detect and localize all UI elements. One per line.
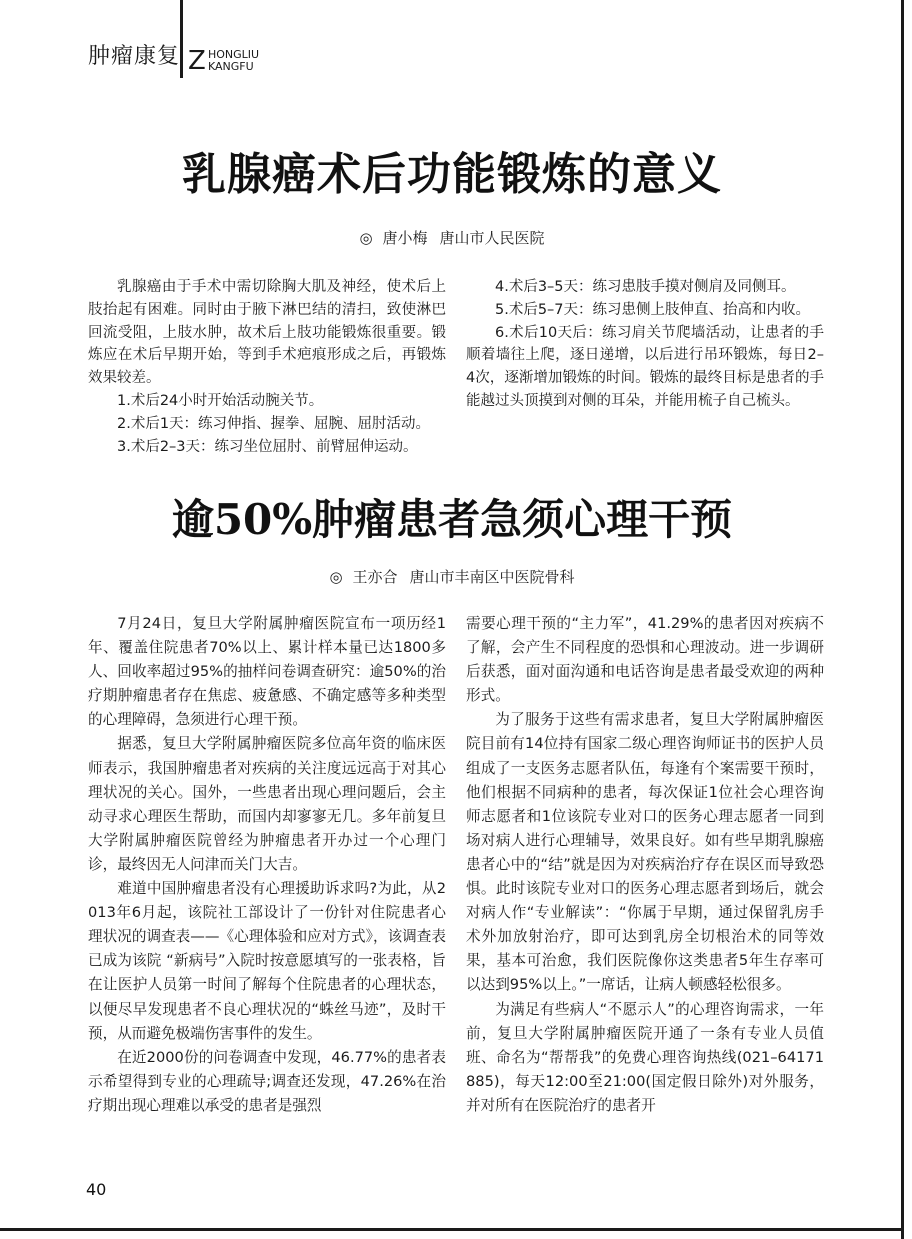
paragraph: 难道中国肿瘤患者没有心理援助诉求吗?为此，从2013年6月起，该院社工部设计了一份针对住院患者心理状况的调查表——《心理体验和应对方式》，该调查表已成为该院 “新病号”入院时按意愿填写的一张表格，旨在让医护人员第一时间了解每个住院患者的心理状态，以便尽早发现患者不良心理状况的“蛛丝马迹”，及时干预，从而避免极端伤害事件的发生。 <box>88 880 446 1042</box>
paragraph: 乳腺癌由于手术中需切除胸大肌及神经，使术后上肢抬起有困难。同时由于腋下淋巴结的清扫，致使淋巴回流受阻，上肢水肿，故术后上肢功能锻炼很重要。锻炼应在术后早期开始，等到手术疤痕形成之后，再锻炼效果较差。 <box>88 279 446 387</box>
page-border-bottom <box>0 1228 904 1231</box>
paragraph: 7月24日，复旦大学附属肿瘤医院宣布一项历经1年、覆盖住院患者70%以上、累计样本量已达1800多人、回收率超过95%的抽样问卷调查研究：逾50%的治疗期肿瘤患者存在焦虑、疲惫感、不确定感等多种类型的心理障碍，急须进行心理干预。 <box>88 615 446 729</box>
section-name: 肿瘤康复 <box>88 44 181 69</box>
article-1-byline <box>0 228 904 248</box>
article-1-right-column <box>466 276 824 413</box>
article-2-affiliation: 唐山市丰南区中医院骨科 <box>409 568 575 586</box>
logo-line-1: HONGLIU <box>208 48 260 61</box>
paragraph: 为了服务于这些有需求患者，复旦大学附属肿瘤医院目前有14位持有国家二级心理咨询师证书的医护人员组成了一支医务志愿者队伍，每逢有个案需要干预时，他们根据不同病种的患者，每次保证1位社会心理咨询师志愿者和1位该院专业对口的医务心理志愿者一同到场对病人进行心理辅导，效果良好。如有些早期乳腺癌患者心中的“结”就是因为对疾病治疗存在误区而导致恐惧。此时该院专业对口的医务心理志愿者到场后，就会对病人作“专业解读”：“你属于早期，通过保留乳房手术外加放射治疗，即可达到乳房全切根治术的同等效果，基本可治愈，我们医院像你这类患者5年生存率可以达到95%以上。”一席话，让病人顿感轻松很多。 <box>466 711 824 994</box>
article-1-title: 乳腺癌术后功能锻炼的意义 <box>182 149 722 200</box>
article-1-affiliation: 唐山市人民医院 <box>439 229 545 247</box>
paragraph: 据悉，复旦大学附属肿瘤医院多位高年资的临床医师表示，我国肿瘤患者对疾病的关注度远远高于对其心理状况的关心。国外，一些患者出现心理问题后，会主动寻求心理医生帮助，而国内却寥寥无几。多年前复旦大学附属肿瘤医院曾经为肿瘤患者开办过一个心理门诊，最终因无人问津而关门大吉。 <box>88 735 446 873</box>
paragraph: 需要心理干预的“主力军”，41.29%的患者因对疾病不了解，会产生不同程度的恐惧和心理波动。进一步调研后获悉，面对面沟通和电话咨询是患者最受欢迎的两种形式。 <box>466 615 824 705</box>
paragraph: 3.术后2–3天：练习坐位屈肘、前臂屈伸运动。 <box>117 438 418 455</box>
page-number: 40 <box>86 1180 107 1199</box>
article-2-right-column <box>466 612 824 1118</box>
paragraph: 4.术后3–5天：练习患肢手摸对侧肩及同侧耳。 <box>495 279 796 295</box>
header-divider <box>180 0 183 78</box>
paragraph: 5.术后5–7天：练习患侧上肢伸直、抬高和内收。 <box>495 301 811 318</box>
byline-mark: ◎ <box>329 568 343 586</box>
paragraph: 在近2000份的问卷调查中发现，46.77%的患者表示希望得到专业的心理疏导;调查还发现，47.26%在治疗期出现心理难以承受的患者是强烈 <box>88 1048 446 1114</box>
article-1-author: 唐小梅 <box>382 229 428 247</box>
article-2-left-column <box>88 612 446 1118</box>
paragraph: 为满足有些病人“不愿示人”的心理咨询需求，一年前，复旦大学附属肿瘤医院开通了一条有专业人员值班、命名为“帮帮我”的免费心理咨询热线(021–64171885)，每天12:00至21:00(国定假日除外)对外服务，并对所有在医院治疗的患者开 <box>466 1000 824 1114</box>
article-1-left-column <box>88 276 446 458</box>
article-2-author: 王亦合 <box>352 568 398 586</box>
paragraph: 1.术后24小时开始活动腕关节。 <box>117 392 324 409</box>
byline-mark: ◎ <box>359 229 373 247</box>
paragraph: 6.术后10天后：练习肩关节爬墙活动，让患者的手顺着墙往上爬，逐日递增，以后进行吊环锻炼，每日2–4次，逐渐增加锻炼的时间。锻炼的最终目标是患者的手能越过头顶摸到对侧的耳朵，并能用梳子自己梳头。 <box>466 324 824 409</box>
article-2-byline <box>0 567 904 587</box>
article-2-title: 逾50%肿瘤患者急须心理干预 <box>171 495 733 544</box>
logo-letter: Z <box>188 46 206 76</box>
logo-line-2: KANGFU <box>208 60 254 73</box>
paragraph: 2.术后1天：练习伸指、握拳、屈腕、屈肘活动。 <box>117 415 431 432</box>
